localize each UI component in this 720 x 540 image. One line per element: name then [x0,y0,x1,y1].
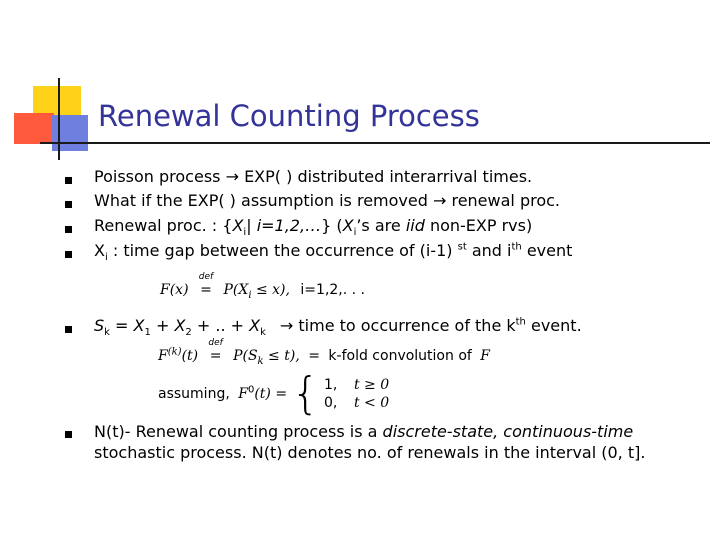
piecewise-cases: 1, t ≥ 0 0, t < 0 [323,377,390,411]
bullet-marker [65,251,72,258]
bullet-marker [65,326,72,333]
arrow-icon: → [432,191,447,210]
decor-vertical-rule [58,78,60,160]
arrow-icon: → [279,316,294,335]
bullet-poisson: Poisson process → EXP( ) distributed interarrival times. [94,167,533,186]
bullet-sk-sum: $S_k = X_1 + X_2$ + .. + $X_k$ → time to occurrence of the $k^{th}$ event. [94,316,582,339]
title-underline-rule [40,142,710,144]
slide-title: Renewal Counting Process [98,99,480,133]
bullet-marker [65,177,72,184]
bullet-renewal-proc: Renewal proc. : {$X_i|$ i=1,2,…} ($X_i’s$ are iid non-EXP rvs) [94,216,533,239]
bullet-marker [65,431,72,438]
bullet-marker [65,201,72,208]
formula-cdf-definition: F(x) def = $P(X_i \le x)$, i=1,2,. . . [160,272,366,301]
bullet-what-if: What if the EXP( ) assumption is removed → renewal proc. [94,191,560,210]
arrow-icon: → [225,167,239,186]
brace-icon: { [291,368,320,419]
decor-red-square [14,113,54,144]
formula-f0-assumption: assuming, $F^0(t)$ = { 1, t ≥ 0 0, t < 0 [158,368,390,419]
formula-k-fold-convolution: $F^{(k)}(t)$ def = $P(S_k \le t)$, = k-fold convolution of F [158,338,490,367]
bullet-marker [65,226,72,233]
bullet-time-gap: $X_i$ : time gap between the occurrence of (i-1) $^{st}$ and $i^{th}$ event [94,241,573,264]
bullet-counting-process: N(t)- Renewal counting process is a discrete-state, continuous-time stochastic process. N(t) denotes no. of renewals in the interval (0, t]. [94,422,646,462]
